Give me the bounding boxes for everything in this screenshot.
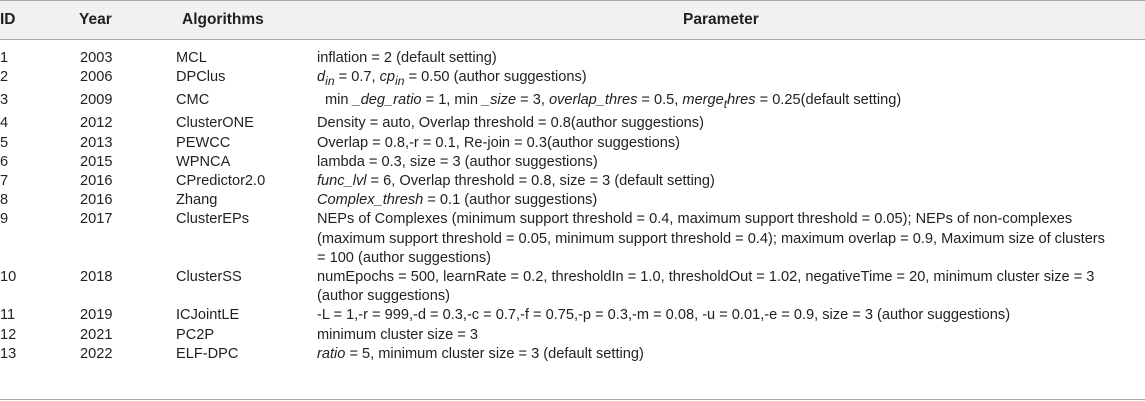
cell-id: 13 [0, 345, 17, 362]
cell-year: 2016 [80, 192, 113, 209]
cell-parameter: minimum cluster size = 3 [317, 326, 478, 343]
cell-id: 1 [0, 50, 9, 66]
table-row [0, 326, 1145, 345]
cell-algorithm: PC2P [176, 326, 215, 343]
cell-algorithm: PEWCC [176, 134, 231, 151]
table-row [0, 345, 1145, 364]
cell-parameter: inflation = 2 (default setting) [317, 50, 497, 66]
cell-algorithm: ICJointLE [176, 307, 240, 324]
table-row [0, 49, 1145, 68]
table-body [0, 49, 1145, 364]
cell-year: 2006 [80, 69, 113, 86]
cell-parameter: -L = 1,-r = 999,-d = 0.3,-c = 0.7,-f = 0.75,-p = 0.3,-m = 0.08, -u = 0.01,-e = 0.9, size = 3 (author suggestions) [317, 307, 1011, 324]
cell-algorithm: CPredictor2.0 [176, 173, 266, 190]
cell-parameter: Density = auto, Overlap threshold = 0.8(author suggestions) [317, 115, 704, 132]
cell-year: 2012 [80, 115, 113, 132]
cell-algorithm: WPNCA [176, 153, 231, 170]
cell-algorithm: ClusterEPs [176, 211, 249, 228]
cell-parameter: ratio = 5, minimum cluster size = 3 (default setting) [317, 345, 644, 362]
cell-year: 2016 [80, 173, 113, 190]
cell-year: 2018 [80, 269, 113, 286]
cell-id: 8 [0, 192, 9, 209]
cell-algorithm: MCL [176, 50, 207, 66]
cell-year: 2022 [80, 345, 113, 362]
cell-parameter: $d_{in} = 0.7$, $cp_{in} = 0.50$ (author suggestions) [317, 69, 587, 89]
cell-algorithm: ClusterSS [176, 269, 242, 286]
cell-id: 4 [0, 115, 9, 132]
table-row [0, 172, 1145, 191]
cell-year: 2009 [80, 92, 113, 109]
table-row [0, 191, 1145, 210]
header-algorithms: Algorithms [182, 11, 264, 28]
table-row [0, 306, 1145, 325]
cell-year: 2019 [80, 307, 113, 324]
table-row [0, 91, 1145, 114]
cell-id: 10 [0, 269, 17, 286]
cell-algorithm: Zhang [176, 192, 218, 209]
header-year: Year [79, 11, 112, 28]
cell-parameter: lambda = 0.3, size = 3 (author suggestions) [317, 153, 598, 170]
header-id: ID [0, 11, 16, 28]
table-row [0, 134, 1145, 153]
cell-id: 2 [0, 69, 9, 86]
cell-id: 3 [0, 92, 9, 109]
cell-id: 11 [0, 307, 16, 324]
cell-algorithm: ELF-DPC [176, 345, 239, 362]
cell-algorithm: CMC [176, 92, 210, 109]
cell-year: 2017 [80, 211, 113, 228]
cell-algorithm: DPClus [176, 69, 226, 86]
cell-parameter: Overlap = 0.8,-r = 0.1, Re-join = 0.3(author suggestions) [317, 134, 681, 151]
cell-year: 2003 [80, 50, 113, 66]
cell-id: 9 [0, 211, 9, 228]
cell-year: 2013 [80, 134, 113, 151]
cell-year: 2015 [80, 153, 113, 170]
cell-parameter: min _deg_ratio = 1, min _size = 3, overlap_thres = 0.5, merge$_t$hres = 0.25(default setting) [325, 92, 902, 112]
cell-parameter: numEpochs = 500, learnRate = 0.2, thresholdIn = 1.0, thresholdOut = 1.02, negativeTime = 20, minimum cluster size = 3 (author suggestions) [317, 269, 1095, 305]
table-row [0, 68, 1145, 91]
table-row [0, 210, 1145, 268]
table-bottom-rule [0, 399, 1145, 400]
table-row [0, 153, 1145, 172]
cell-parameter: func_lvl = 6, Overlap threshold = 0.8, size = 3 (default setting) [317, 173, 715, 190]
cell-algorithm: ClusterONE [176, 115, 254, 132]
cell-id: 7 [0, 173, 9, 190]
cell-parameter: NEPs of Complexes (minimum support threshold = 0.4, maximum support threshold = 0.05); NEPs of non-complexes (maximum support threshold = 0.05, minimum support threshold = 0.4); maximum overlap = 0.9, Maximum size of clusters = 100 (author suggestions) [317, 211, 1105, 266]
cell-id: 12 [0, 326, 17, 343]
cell-parameter: Complex_thresh = 0.1 (author suggestions) [317, 192, 598, 209]
table-row [0, 268, 1145, 306]
cell-id: 6 [0, 153, 9, 170]
cell-id: 5 [0, 134, 9, 151]
table-header [0, 0, 1145, 40]
cell-year: 2021 [80, 326, 113, 343]
table-row [0, 114, 1145, 133]
header-parameter: Parameter [683, 11, 759, 28]
